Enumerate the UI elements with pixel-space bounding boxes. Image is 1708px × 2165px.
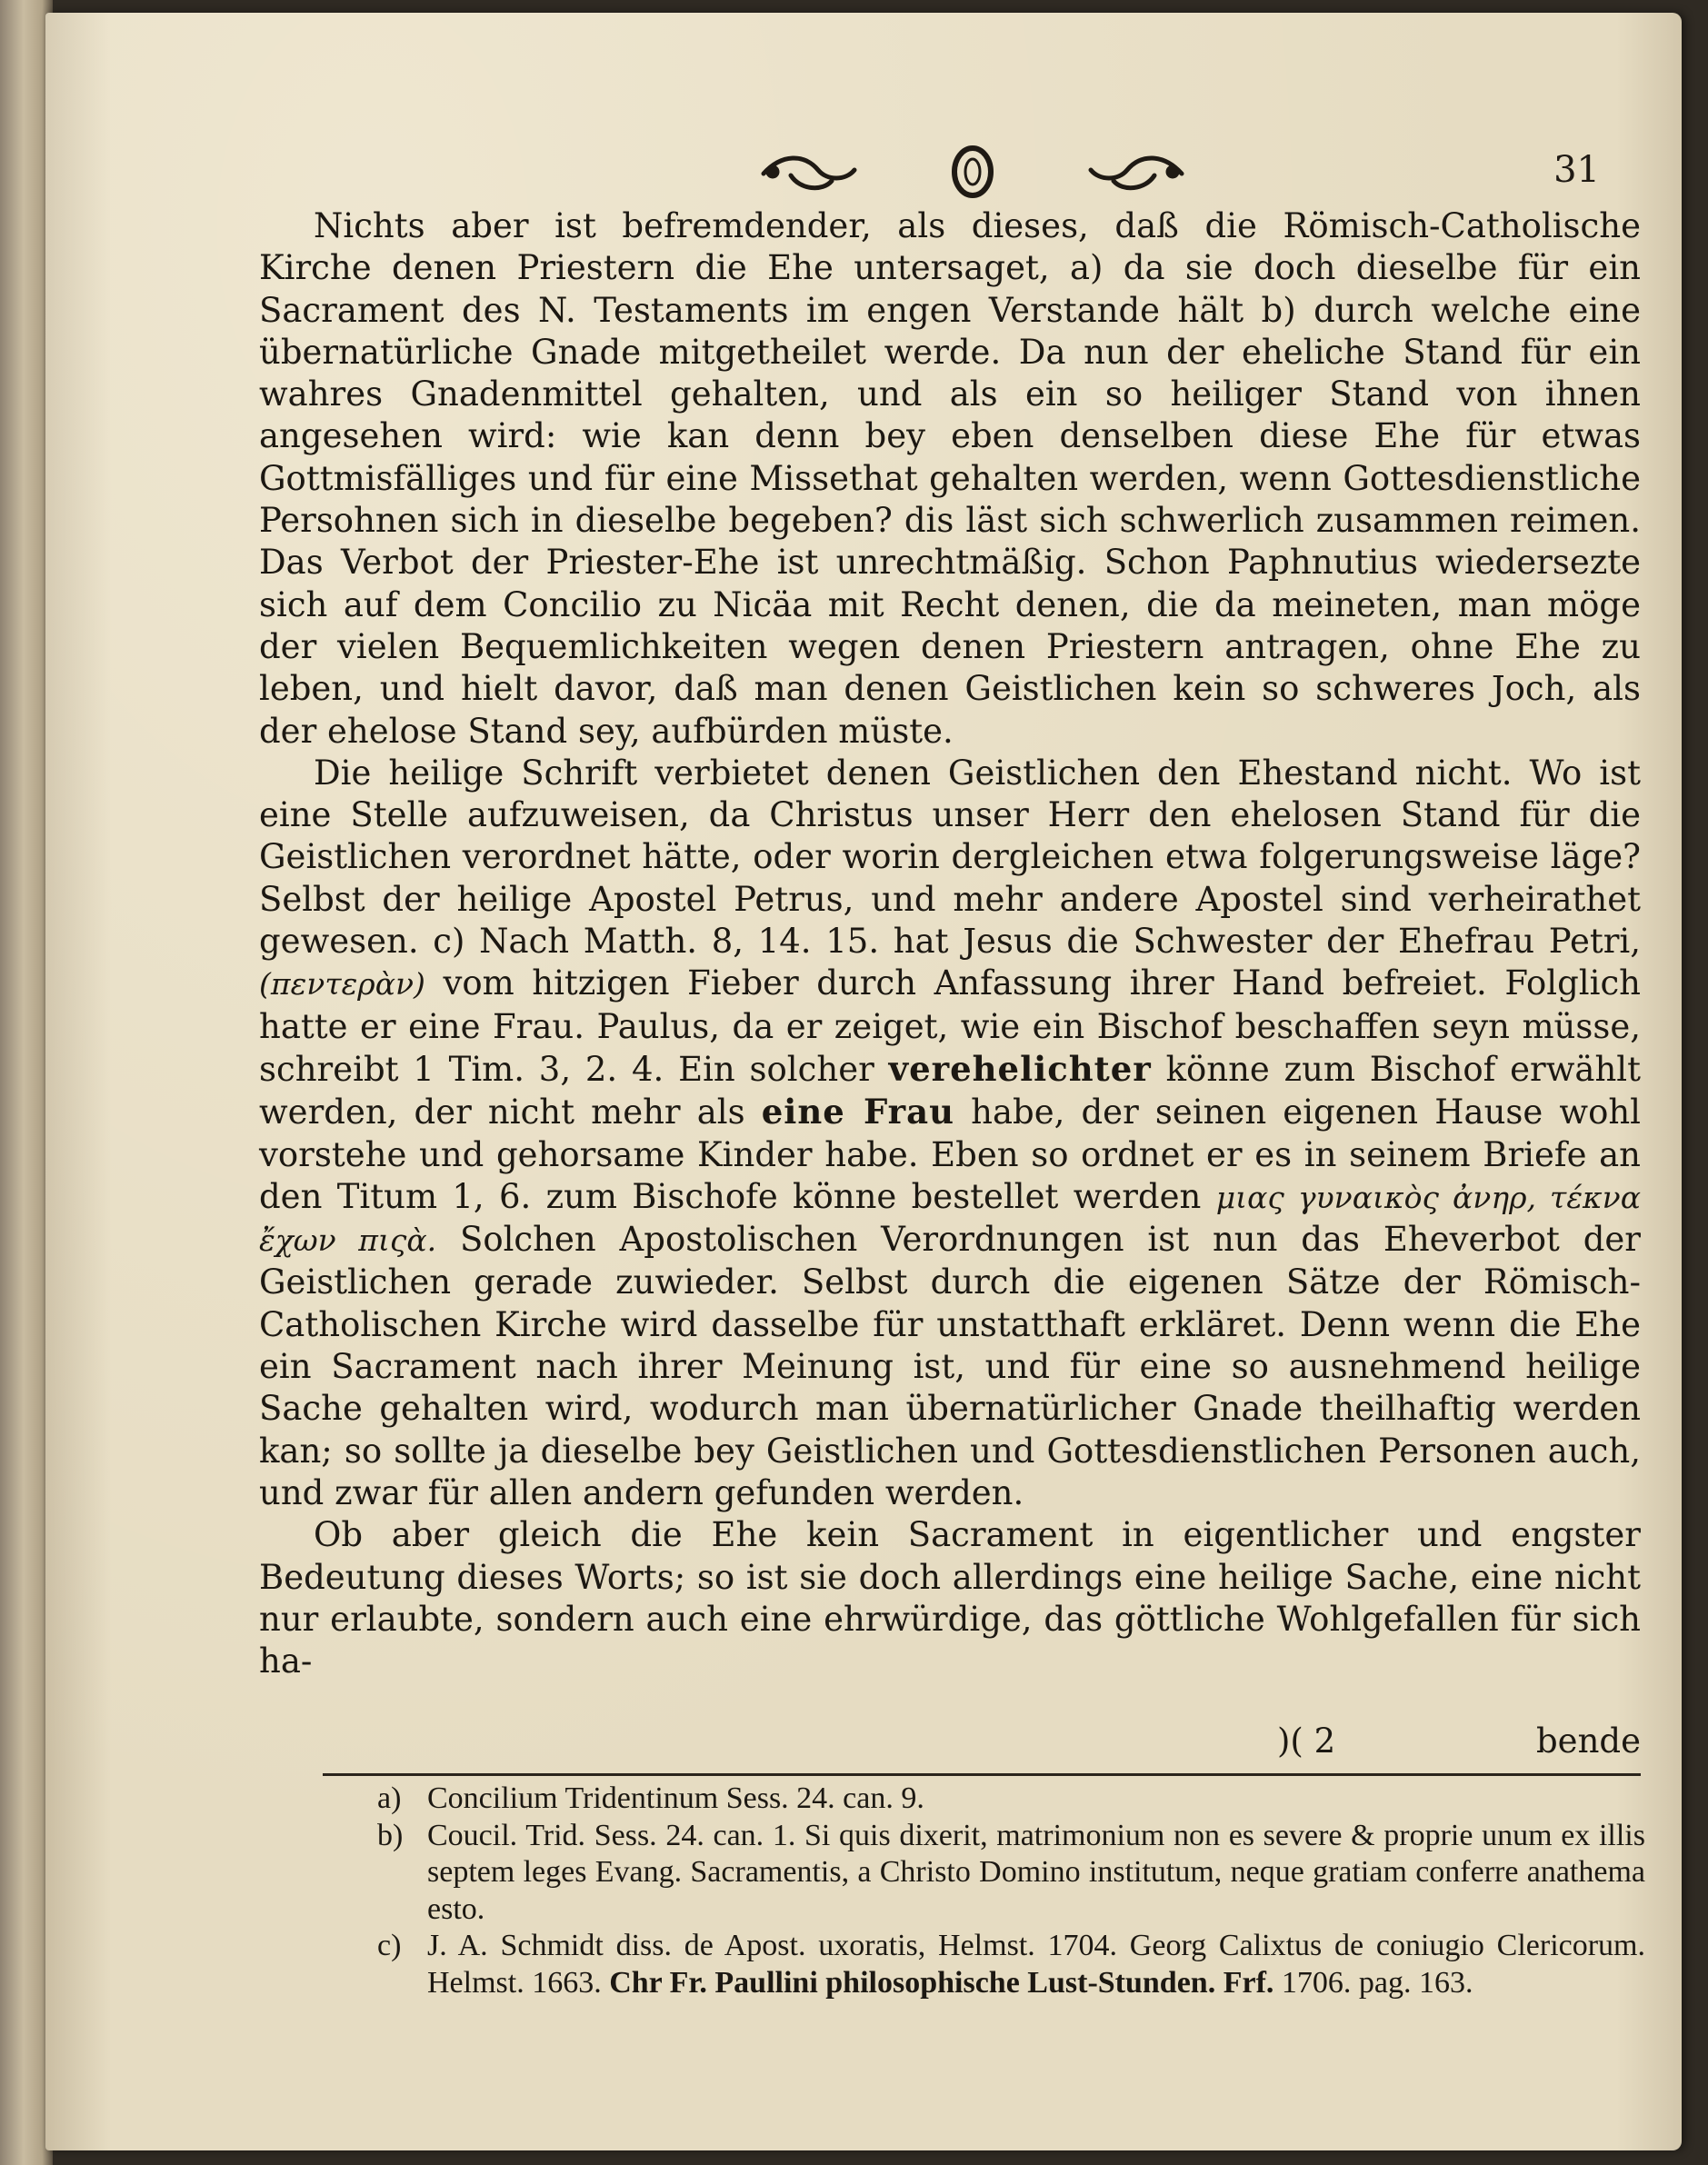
paragraph-2 [259,753,1641,1514]
greek-word: (πεντερὰν) [259,966,425,1003]
emphasis-verehelichter: verehelichter [888,1048,1152,1089]
footnote-mark: c) [377,1929,402,1962]
signature-mark: )( 2 [1277,1721,1336,1761]
footnote-text-end: 1706. pag. 163. [1281,1965,1473,2000]
paragraph-2-part-a: Die heilige Schrift verbietet denen Geistlichen den Ehestand nicht. Wo ist eine Stelle aufzuweisen, da Christus unser Herr den ehelosen Stand für die Geistlichen verordnet hätte, oder worin dergleichen etwa folgerungsweise läge? Selbst der heilige Apostel Petrus, und mehr andere Apostel sind verheirathet gewesen. c) Nach Matth. 8, 14. 15. hat Jesus die Schwester der Ehefrau Petri, [259,753,1641,962]
footnote-b [377,1818,1645,1929]
footnotes [377,1781,1645,2001]
footnote-c [377,1928,1645,2001]
header-ornament [754,145,1191,199]
footnote-fraktur-text: Chr Fr. Paullini philosophische Lust-Stunden. Frf. [609,1965,1274,2000]
emphasis-eine-frau: eine Frau [761,1092,955,1132]
paragraph-2-part-b: vom hitzigen Fieber durch Anfassung ihrer Hand befreiet. Folglich hatte er eine Frau. Paulus, da er zeiget, wie ein Bischof beschaffen seyn müsse, schreibt 1 Tim. 3, 2. 4. Ein solcher [259,963,1642,1089]
footnote-text: Concilium Tridentinum Sess. 24. can. 9. [427,1781,924,1815]
main-text [259,205,1641,1682]
greek-quotation: μιας γυναικὸς ἀνηρ, τέκνα ἔχων πιςὰ. [259,1179,1642,1259]
page-leaf [45,13,1682,2150]
page-number: 31 [1553,149,1600,191]
right-flourish-icon [1091,158,1182,188]
catchline [259,1721,1641,1763]
paragraph-2-part-e: Solchen Apostolischen Verordnungen ist nun das Eheverbot der Geistlichen gerade zuwieder. Selbst durch die eigenen Sätze der Römisch-Catholischen Kirche wird dasselbe für unstatthaft erkläret. Denn wenn die Ehe ein Sacrament nach ihrer Meinung ist, und für eine so ausnehmend heilige Sache gehalten wird, wodurch man übernatürlicher Gnade theilhaftig werden kan; so sollte ja dieselbe bey Geistlichen und Gottesdienstlichen Personen auch, und zwar für allen andern gefunden werden. [259,1220,1641,1512]
left-flourish-icon [764,158,854,188]
footnote-mark: b) [377,1818,404,1852]
footnote-text: J. A. Schmidt diss. de Apost. uxoratis, Helmst. 1704. Georg Calixtus de coniugio Clericorum. Helmst. 1663. [427,1929,1645,2000]
paragraph-1: Nichts aber ist befremdender, als dieses, daß die Römisch-Catholische Kirche denen Priestern die Ehe untersaget, a) da sie doch dieselbe für ein Sacrament des N. Testaments im engen Verstande hält b) durch welche eine übernatürliche Gnade mitgetheilet werde. Da nun der eheliche Stand für ein wahres Gnadenmittel gehalten, und als ein so heiliger Stand von ihnen angesehen wird: wie kan denn bey eben denselben diese Ehe für etwas Gottmisfälliges und für eine Missethat gehalten werden, wenn Gottesdienstliche Persohnen sich in dieselbe begeben? dis läst sich schwerlich zusammen reimen. Das Verbot der Priester-Ehe ist unrechtmäßig. Schon Paphnutius wiedersezte sich auf dem Concilio zu Nicäa mit Recht denen, die da meineten, man möge der vielen Bequemlichkeiten wegen denen Priestern antragen, ohne Ehe zu leben, und hielt davor, daß man denen Geistlichen kein so schweres Joch, als der ehelose Stand sey, aufbürden müste. [259,206,1641,751]
paragraph-2-part-c: könne zum Bischof erwählt werden, der nicht mehr als [259,1049,1641,1132]
footnote-rule [323,1773,1641,1776]
catchword: bende [1536,1721,1641,1761]
paragraph-2-part-d: habe, der seinen eigenen Hause wohl vorstehe und gehorsame Kinder habe. Eben so ordnet er es in seinem Briefe an den Titum 1, 6. zum Bischofe könne bestellet werden [259,1092,1642,1216]
footnote-a [377,1781,1645,1818]
center-oval-icon [954,148,991,195]
paragraph-3: Ob aber gleich die Ehe kein Sacrament in eigentlicher und engster Bedeutung dieses Worts; so ist sie doch allerdings eine heilige Sache, eine nicht nur erlaubte, sondern auch eine ehrwürdige, das göttliche Wohlgefallen für sich ha- [259,1515,1641,1681]
footnote-mark: a) [377,1781,402,1815]
footnote-text: Coucil. Trid. Sess. 24. can. 1. Si quis dixerit, matrimonium non es severe & proprie unum ex illis septem leges Evang. Sacramentis, a Christo Domino institutum, neque gratiam conferre anathema esto. [427,1818,1645,1926]
